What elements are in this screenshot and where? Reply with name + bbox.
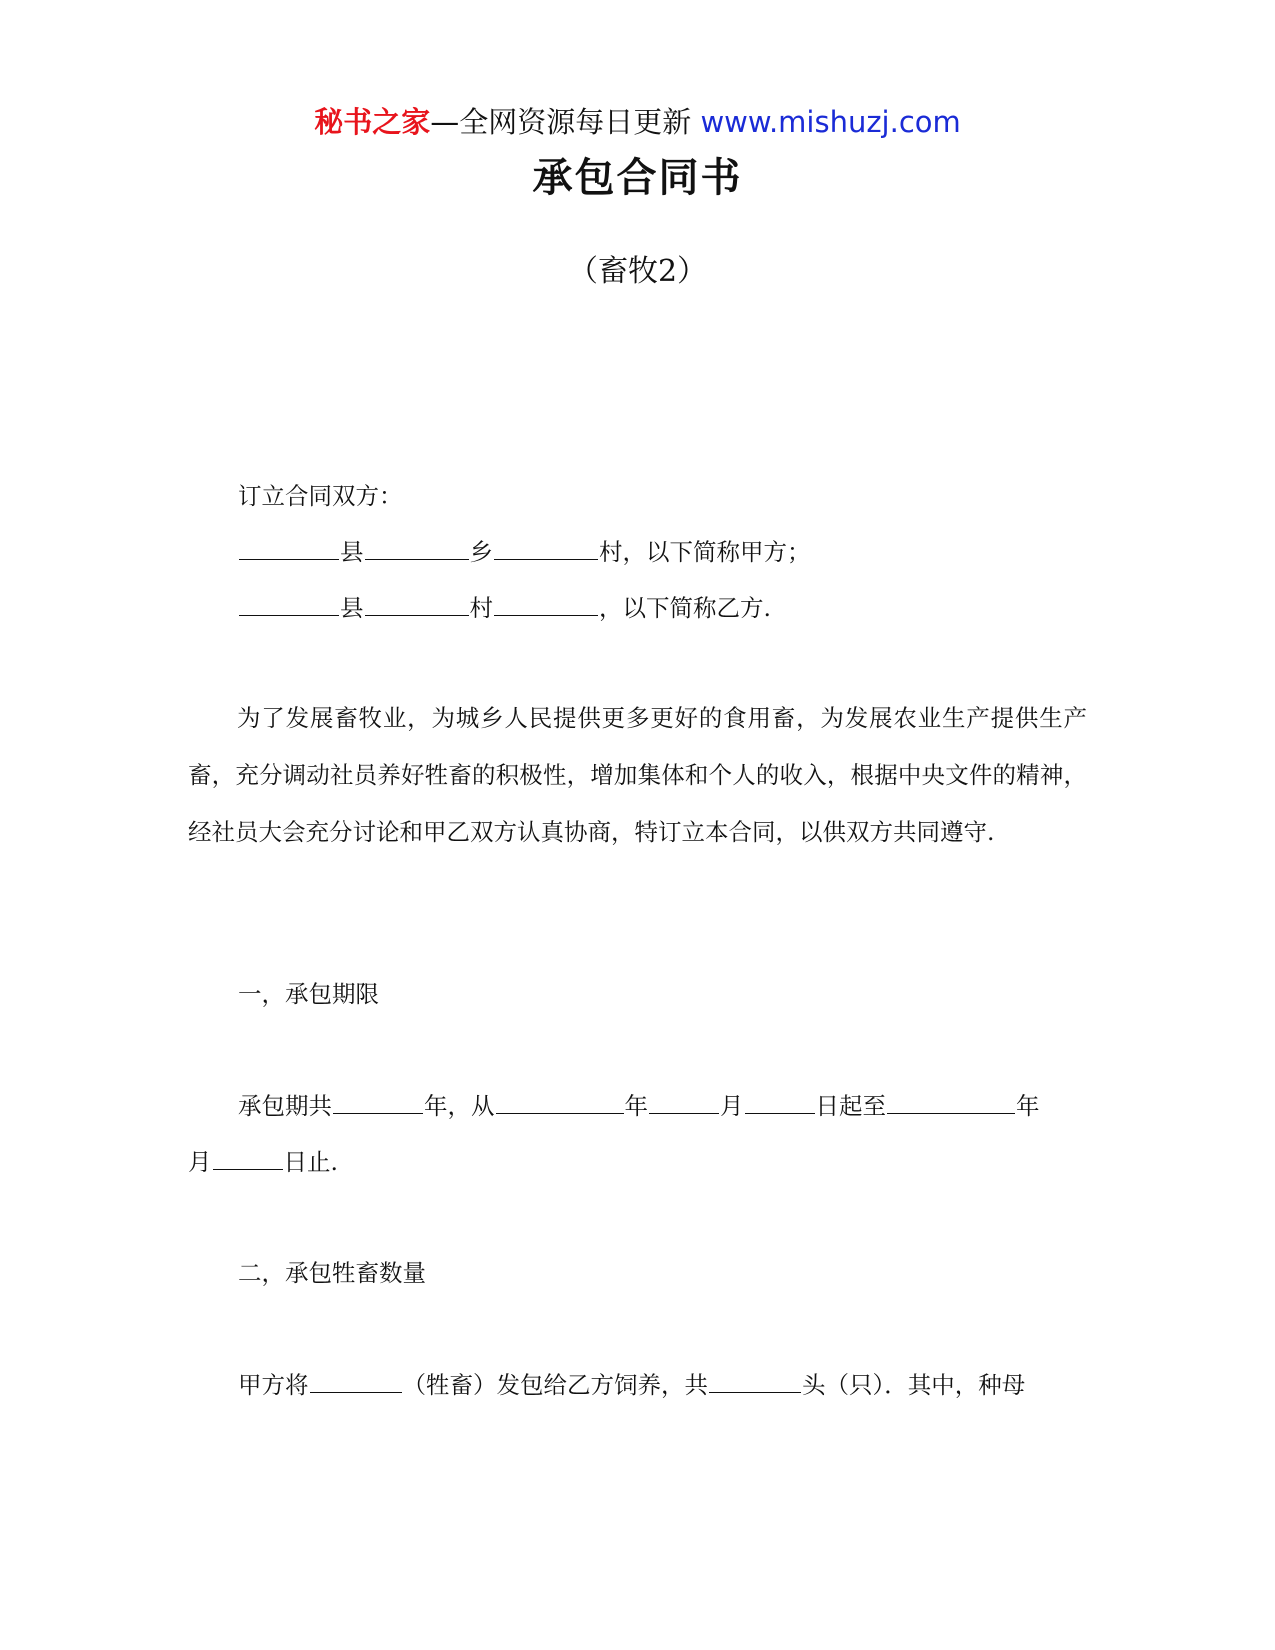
party-b-county-label: 县 [340,594,364,622]
site-url-link[interactable]: www.mishuzj.com [700,105,961,139]
preamble-paragraph: 为了发展畜牧业，为城乡人民提供更多更好的食用畜，为发展农业生产提供生产畜，充分调动社员养好牲畜的积极性，增加集体和个人的收入，根据中央文件的精神，经社员大会充分讨论和甲乙双方认真协商，特订立本合同，以供双方共同遵守. [188,704,1087,846]
document-title: 承包合同书 [532,155,743,201]
blank-field [649,1093,719,1114]
term-text: 年 [624,1092,648,1120]
blank-field [745,1093,815,1114]
blank-field [239,595,339,616]
blank-field [887,1093,1015,1114]
party-b-suffix: ，以下简称乙方. [599,594,771,622]
blank-field [709,1372,801,1393]
section-1-heading: 一，承包期限 [238,980,379,1008]
term-line-1 [238,1090,1040,1122]
blank-field [213,1149,283,1170]
party-a-line [238,536,811,568]
blank-field [494,595,598,616]
blank-field [310,1372,402,1393]
site-header-banner [0,102,1275,142]
term-text: 年 [1016,1092,1040,1120]
livestock-line [238,1369,1025,1401]
party-a-township-label: 乡 [469,538,493,566]
header-tagline: —全网资源每日更新 [430,105,692,139]
parties-heading: 订立合同双方： [238,482,403,510]
brand-name: 秘书之家 [314,105,431,139]
term-line-2 [188,1146,338,1178]
livestock-text: （牲畜）发包给乙方饲养，共 [402,1371,708,1399]
party-a-county-label: 县 [340,538,364,566]
blank-field [365,595,469,616]
party-b-village-label: 村 [469,594,493,622]
party-b-line [238,592,771,624]
livestock-text: 头（只）．其中，种母 [802,1371,1026,1399]
section-2-heading: 二，承包牲畜数量 [238,1259,426,1287]
term-text: 月 [188,1148,212,1176]
blank-field [496,1093,624,1114]
term-text: 年，从 [424,1092,495,1120]
livestock-text: 甲方将 [238,1371,309,1399]
party-a-village-label: 村，以下简称甲方； [599,538,811,566]
blank-field [494,539,598,560]
blank-field [365,539,469,560]
blank-field [333,1093,423,1114]
term-text: 承包期共 [238,1092,332,1120]
term-text: 日止. [283,1148,338,1176]
term-text: 日起至 [815,1092,886,1120]
document-subtitle: （畜牧2） [567,254,708,289]
term-text: 月 [720,1092,744,1120]
blank-field [239,539,339,560]
